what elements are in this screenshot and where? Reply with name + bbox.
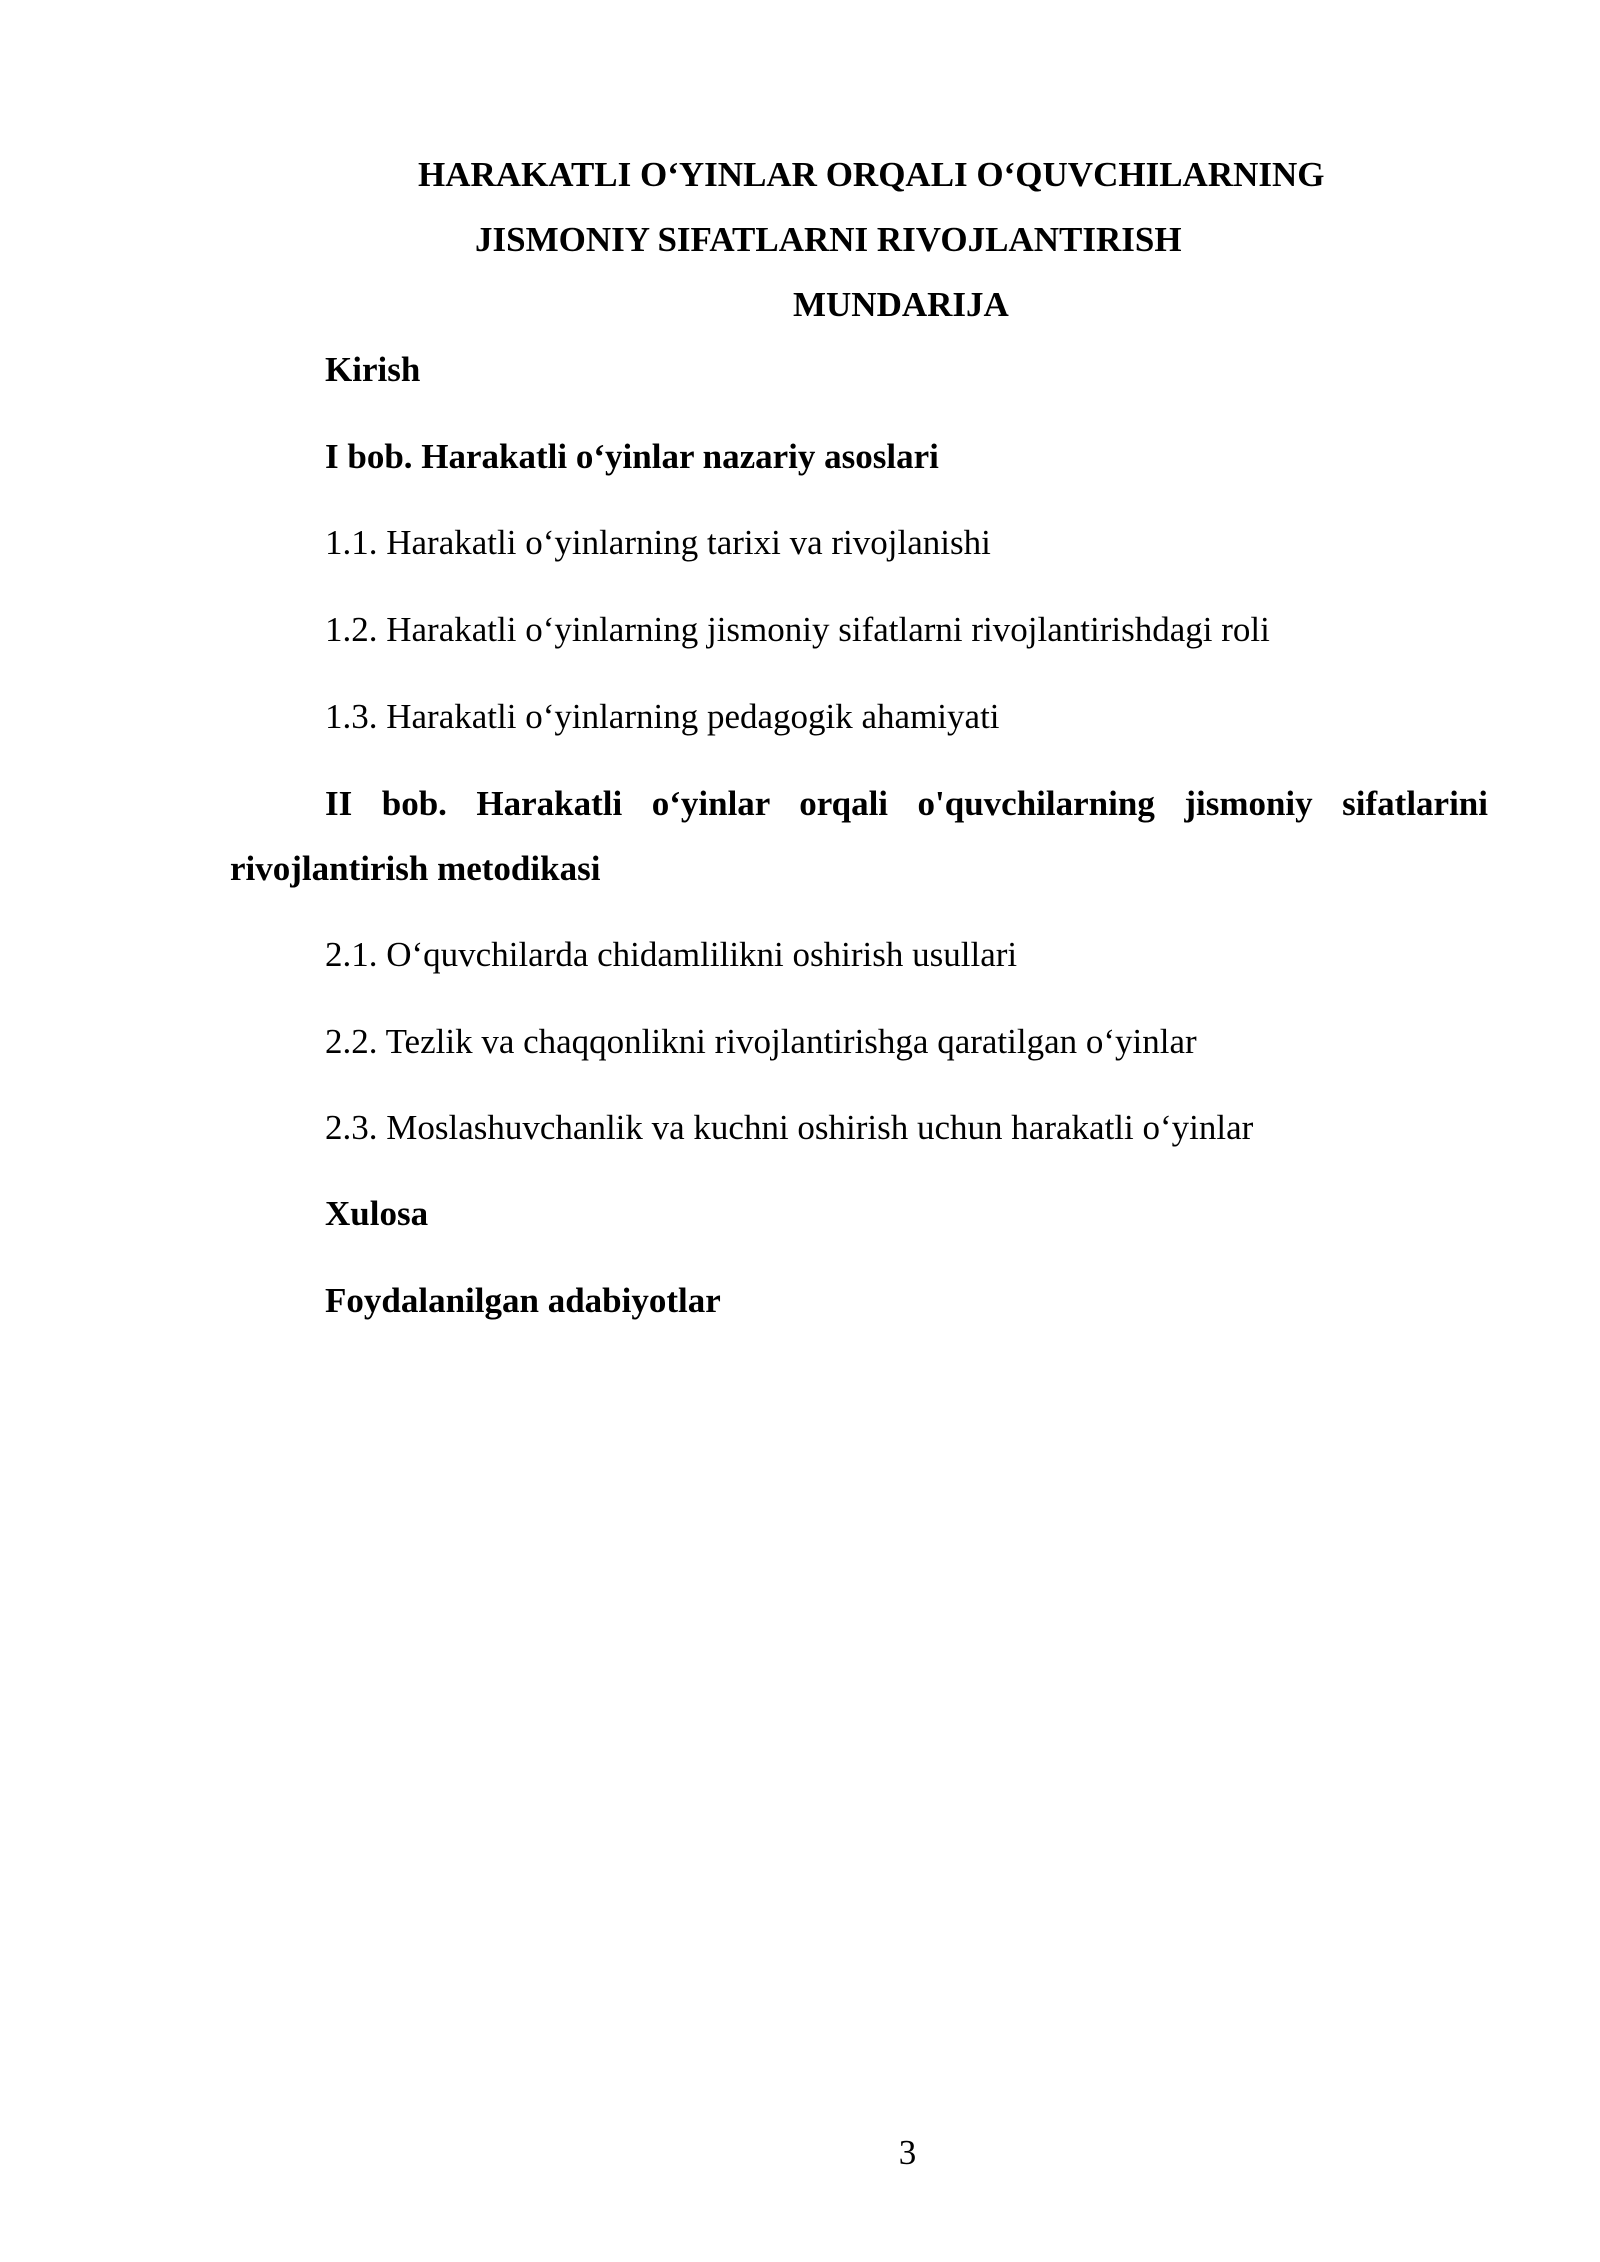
document-title-line-2: JISMONIY SIFATLARNI RIVOJLANTIRISH bbox=[475, 220, 1182, 259]
page-number: 3 bbox=[898, 2133, 917, 2172]
toc-section-1-1: 1.1. Harakatli o‘yinlarning tarixi va rivojlanishi bbox=[325, 523, 991, 562]
toc-item-introduction: Kirish bbox=[325, 350, 421, 389]
toc-section-2-1: 2.1. O‘quvchilarda chidamlilikni oshirish usullari bbox=[325, 935, 1018, 974]
toc-chapter-1: I bob. Harakatli o‘yinlar nazariy asoslari bbox=[325, 437, 939, 476]
contents-heading: MUNDARIJA bbox=[793, 285, 1009, 324]
toc-section-1-3: 1.3. Harakatli o‘yinlarning pedagogik ahamiyati bbox=[325, 697, 1000, 736]
document-title-line-1: HARAKATLI O‘YINLAR ORQALI O‘QUVCHILARNING bbox=[418, 155, 1325, 194]
toc-chapter-2: II bob. Harakatli o‘yinlar orqali o'quvchilarning jismoniy sifatlarini rivojlantirish metodikasi bbox=[230, 784, 1488, 888]
toc-section-2-3: 2.3. Moslashuvchanlik va kuchni oshirish uchun harakatli o‘yinlar bbox=[325, 1108, 1254, 1147]
toc-item-references: Foydalanilgan adabiyotlar bbox=[325, 1281, 721, 1320]
toc-item-conclusion: Xulosa bbox=[325, 1194, 429, 1233]
toc-section-1-2: 1.2. Harakatli o‘yinlarning jismoniy sifatlarni rivojlantirishdagi roli bbox=[325, 610, 1270, 649]
toc-section-2-2: 2.2. Tezlik va chaqqonlikni rivojlantirishga qaratilgan o‘yinlar bbox=[325, 1022, 1197, 1061]
